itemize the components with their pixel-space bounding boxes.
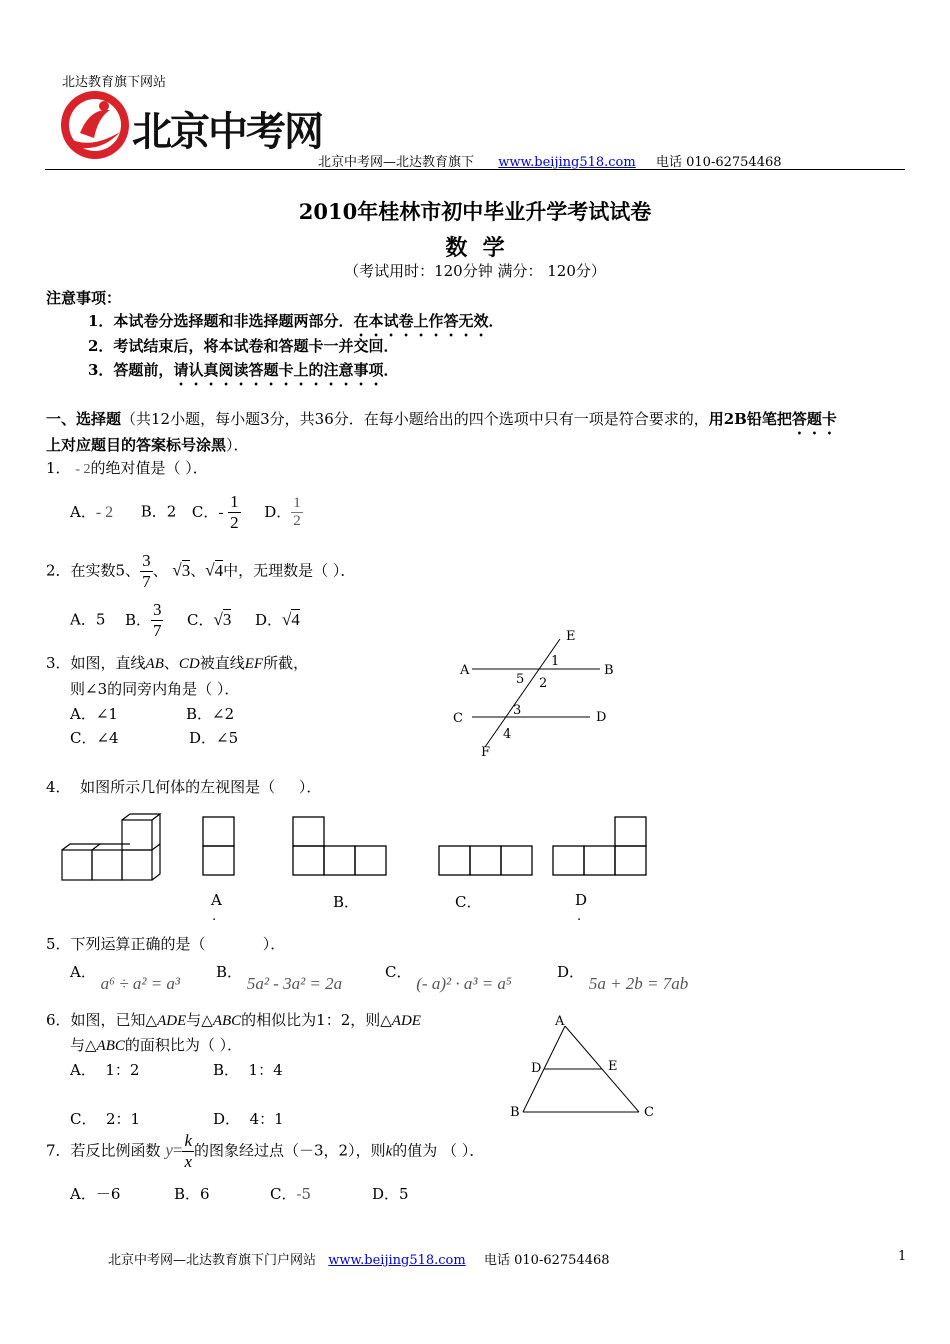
question-6-line2: 与△ABC的面积比为（ ）． [70,1036,243,1054]
q4-label-d: D [575,891,588,909]
logo-text: 北京中考网 [132,109,322,155]
header-divider [45,169,905,170]
page-number: 1 [898,1249,907,1264]
q3-option-a[interactable]: A．∠1 [70,705,118,723]
svg-text:1: 1 [551,654,560,669]
q5-expr-d: 5a + 2b = 7ab [588,974,689,993]
question-3: 3．如图，直线AB、CD被直线EF所截， [46,654,309,672]
q4-label-d-dot: . [577,909,582,924]
exam-info: （考试用时：120分钟 满分： 120分） [344,262,606,280]
notice-item-2: 2．考试结束后，将本试卷和答题卡一并交回． [88,337,399,355]
question-3-line2: 则∠3的同旁内角是（ ）． [70,680,240,698]
q4-label-c: C． [455,893,482,911]
q3-label-f: F [481,745,491,760]
q6-label-e: E [608,1059,618,1074]
exam-title: 2010年桂林市初中毕业升学考试试卷 [298,199,652,224]
q4-option-d-figure[interactable] [552,816,648,878]
logo[interactable] [60,88,322,160]
q6-label-d: D [531,1061,542,1076]
logo-caption: 北达教育旗下网站 [62,75,167,90]
q6-label-b: B [510,1105,520,1120]
svg-text:5: 5 [516,672,525,687]
q2-option-b[interactable]: B． $\frac{3}{7}$ [124,600,162,640]
q1-option-d[interactable]: D． $\frac{1}{2}$ [264,495,301,529]
section-1-heading-line2: 上对应题目的答案标号涂黑）． [46,436,249,454]
q4-label-a: A [211,891,222,909]
header-url-link[interactable]: www.beijing518.com [498,155,636,170]
footer-url-link[interactable]: www.beijing518.com [328,1253,466,1268]
section-1-heading: 一、选择题（共12小题，每小题3分，共36分．在每小题给出的四个选项中只有一项是符合要求的，用2B铅笔把答题卡 [46,410,837,428]
question-4: 4． 如图所示几何体的左视图是（ ）． [46,778,322,796]
q5-expr-b: 5a² - 3a² = 2a [246,974,343,993]
svg-text:4: 4 [503,727,512,742]
notice-heading: 注意事项： [46,289,122,307]
q4-label-a-dot: . [212,909,217,924]
q6-option-c[interactable]: C． 2：1 [70,1110,141,1128]
q3-label-d: D [596,710,607,725]
q4-solid-figure [58,812,168,884]
q2-options [70,600,300,641]
q1-option-b[interactable]: B．2 [140,502,177,521]
q3-option-b[interactable]: B．∠2 [186,705,235,723]
question-1: 1． - 2的绝对值是（ ）． [46,459,208,477]
q4-option-a-figure[interactable] [202,816,236,878]
q3-label-a: A [460,663,470,678]
q5-expr-c: (- a)² · a³ = a⁵ [416,974,512,993]
q5-option-a[interactable]: A． a⁶ ÷ a² = a³ [70,963,181,993]
q4-option-b-figure[interactable] [292,816,388,878]
question-6: 6．如图，已知△ADE与△ABC的相似比为1：2，则△ADE [46,1011,421,1029]
q6-option-b[interactable]: B． 1：4 [213,1061,283,1079]
q7-option-a[interactable]: A．－6 [70,1185,121,1203]
q3-label-e: E [566,629,576,644]
q3-option-d[interactable]: D．∠5 [189,729,239,747]
header-site-name: 北京中考网—北达教育旗下 [318,155,475,170]
header-info [318,151,782,170]
q7-option-c[interactable]: C．-5 [270,1185,312,1203]
question-2: 2．在实数5、 $\frac{3}{7}$ 、 √3、√4中，无理数是（ ）． [46,551,356,591]
q1-expression: - 2 [75,462,91,477]
q7-option-d[interactable]: D．5 [372,1185,409,1203]
q1-option-c[interactable]: C．- $\frac{1}{2}$ [191,492,239,532]
q3-figure [450,622,630,762]
q4-label-b: B． [333,893,360,911]
q6-option-a[interactable]: A． 1：2 [70,1061,140,1079]
notice-item-3: 3．答题前，请认真阅读答题卡上的注意事项． [88,361,399,379]
q2-option-c[interactable]: C．√3 [187,609,232,629]
q3-option-c[interactable]: C．∠4 [70,729,119,747]
q3-label-b: B [604,663,614,678]
footer-phone: 电话 010-62754468 [484,1253,610,1268]
subject-title: 数 学 [445,235,505,261]
q1-options [70,492,303,533]
q7-option-b[interactable]: B．6 [174,1185,210,1203]
q5-expr-a: a⁶ ÷ a² = a³ [100,974,181,993]
q3-label-c: C [453,711,463,726]
svg-text:2: 2 [539,676,548,691]
question-5: 5．下列运算正确的是（ ）． [46,935,286,953]
q4-option-c-figure[interactable] [438,845,534,878]
q5-option-c[interactable]: C． (- a)² · a³ = a⁵ [385,963,512,993]
q1-option-a[interactable]: A．- 2 [70,502,114,521]
svg-text:3: 3 [513,703,522,718]
q2-option-d[interactable]: D．√4 [254,609,300,629]
question-7: 7．若反比例函数 y= $\frac{k}{x}$ 的图象经过点（－3，2），则k的值为 （ ）． [46,1131,485,1171]
notice-item-1: 1．本试卷分选择题和非选择题两部分．在本试卷上作答无效． [88,312,504,330]
q5-option-d[interactable]: D． 5a + 2b = 7ab [557,963,689,993]
footer-site-name: 北京中考网—北达教育旗下门户网站 [108,1253,317,1268]
header-phone: 电话 010-62754468 [656,155,782,170]
q6-figure [505,1012,665,1124]
q5-option-b[interactable]: B． 5a² - 3a² = 2a [216,963,343,993]
q6-label-c: C [644,1105,654,1120]
footer [108,1249,610,1268]
q6-option-d[interactable]: D． 4：1 [213,1110,284,1128]
q6-label-a: A [555,1014,565,1029]
q2-option-a[interactable]: A．5 [70,610,106,629]
